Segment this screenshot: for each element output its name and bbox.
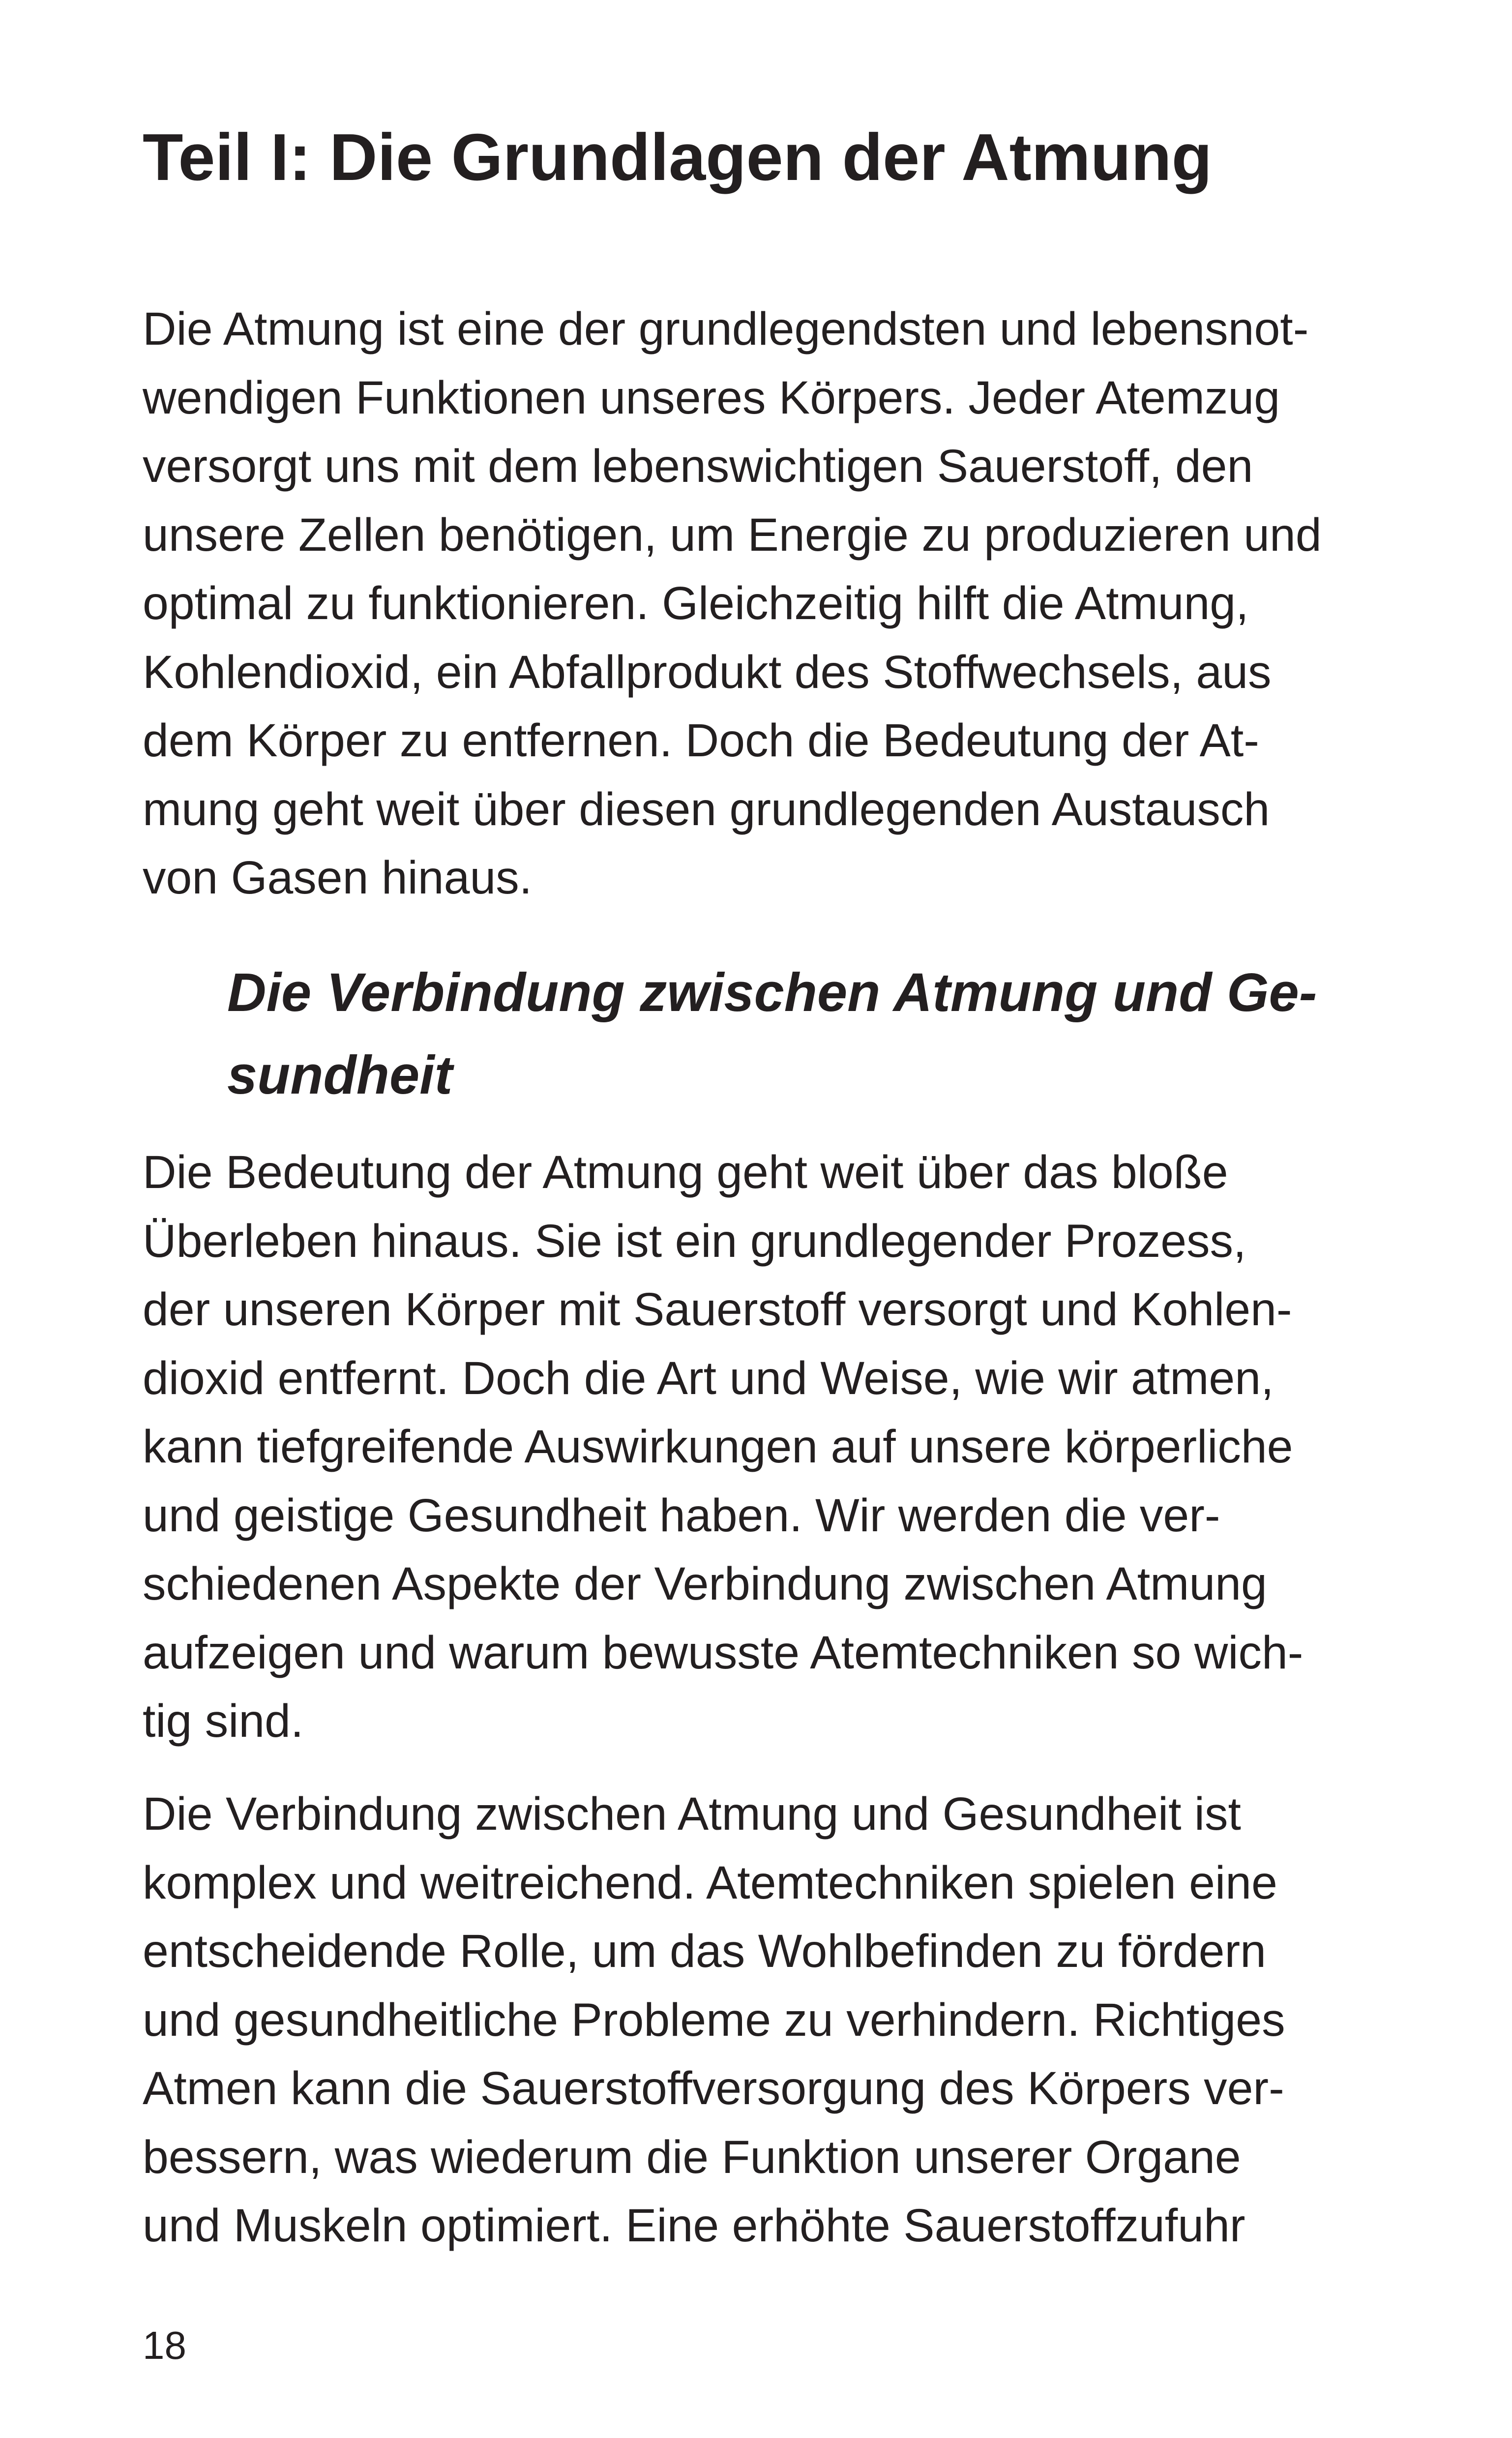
text-line: wendigen Funktionen unseres Körpers. Jeder Atemzug bbox=[143, 371, 1280, 424]
text-line: Die Atmung ist eine der grundlegendsten und lebensnot- bbox=[143, 303, 1309, 355]
text-line: bessern, was wiederum die Funktion unserer Organe bbox=[143, 2131, 1241, 2183]
text-line: und Muskeln optimiert. Eine erhöhte Sauerstoffzufuhr bbox=[143, 2200, 1245, 2252]
body-paragraph-2 bbox=[143, 1780, 1285, 2260]
heading-line: sundheit bbox=[227, 1045, 453, 1105]
text-line: Kohlendioxid, ein Abfallprodukt des Stoffwechsels, aus bbox=[143, 646, 1272, 698]
intro-paragraph bbox=[143, 295, 1322, 913]
body-paragraph-1 bbox=[143, 1138, 1303, 1756]
heading-line: Die Verbindung zwischen Atmung und Ge- bbox=[227, 962, 1317, 1023]
text-line: unsere Zellen benötigen, um Energie zu produzieren und bbox=[143, 508, 1322, 561]
chapter-title: Teil I: Die Grundlagen der Atmung bbox=[143, 120, 1213, 194]
text-line: mung geht weit über diesen grundlegenden Austausch bbox=[143, 783, 1270, 835]
text-line: und gesundheitliche Probleme zu verhindern. Richtiges bbox=[143, 1993, 1285, 2046]
text-line: kann tiefgreifende Auswirkungen auf unsere körperliche bbox=[143, 1421, 1293, 1473]
text-line: dem Körper zu entfernen. Doch die Bedeutung der At- bbox=[143, 714, 1259, 767]
text-line: von Gasen hinaus. bbox=[143, 852, 533, 904]
text-line: Die Bedeutung der Atmung geht weit über das bloße bbox=[143, 1146, 1228, 1198]
text-line: optimal zu funktionieren. Gleichzeitig hilft die Atmung, bbox=[143, 577, 1249, 629]
text-line: der unseren Körper mit Sauerstoff versorgt und Kohlen- bbox=[143, 1283, 1292, 1336]
text-line: aufzeigen und warum bewusste Atemtechniken so wich- bbox=[143, 1626, 1304, 1679]
text-line: Die Verbindung zwischen Atmung und Gesundheit ist bbox=[143, 1788, 1241, 1840]
text-line: versorgt uns mit dem lebenswichtigen Sauerstoff, den bbox=[143, 440, 1253, 492]
text-line: schiedenen Aspekte der Verbindung zwischen Atmung bbox=[143, 1558, 1267, 1610]
section-heading bbox=[227, 951, 1317, 1117]
text-line: Atmen kann die Sauerstoffversorgung des Körpers ver- bbox=[143, 2062, 1284, 2114]
text-line: dioxid entfernt. Doch die Art und Weise, wie wir atmen, bbox=[143, 1352, 1274, 1404]
text-line: entscheidende Rolle, um das Wohlbefinden zu fördern bbox=[143, 1925, 1266, 1977]
text-line: komplex und weitreichend. Atemtechniken spielen eine bbox=[143, 1856, 1277, 1909]
text-line: und geistige Gesundheit haben. Wir werden die ver- bbox=[143, 1489, 1220, 1542]
text-line: tig sind. bbox=[143, 1695, 304, 1747]
text-line: Überleben hinaus. Sie ist ein grundlegender Prozess, bbox=[143, 1215, 1246, 1267]
page-number: 18 bbox=[143, 2323, 186, 2367]
